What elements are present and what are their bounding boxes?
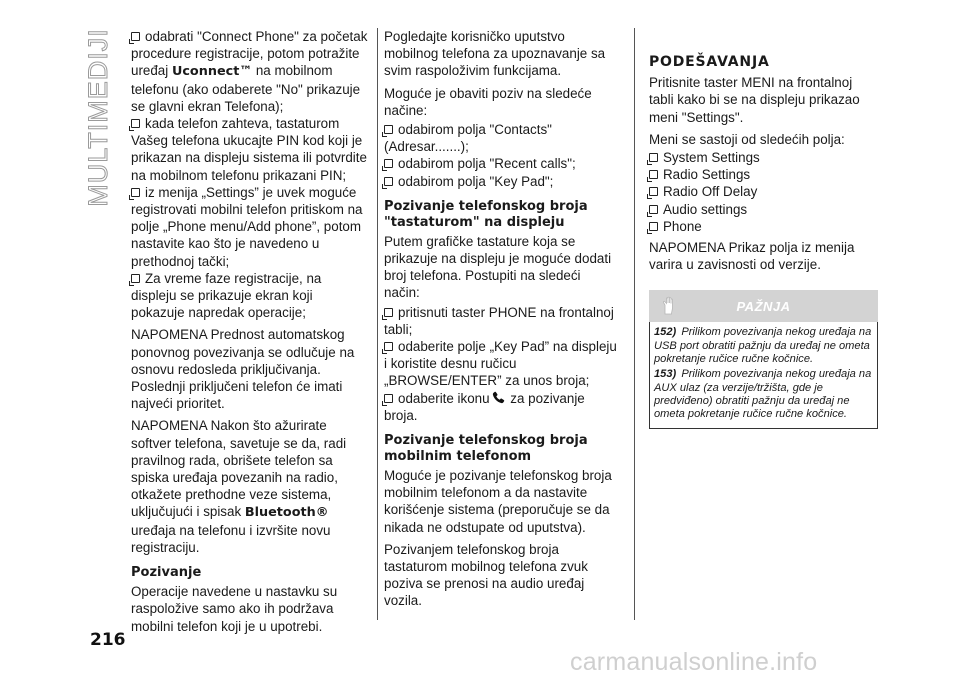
- list-item: System Settings: [649, 149, 878, 166]
- list-item: odabirom polja "Key Pad";: [384, 173, 617, 190]
- body-paragraph: Pozivanjem telefonskog broja tastaturom mobilnog telefona zvuk poziva se prenosi na audio uređaj vozila.: [384, 541, 588, 609]
- list-item: pritisnuti taster PHONE na frontalnoj tabli;: [384, 304, 614, 337]
- list-item: odabrati "Connect Phone" za početak procedure registracije, potom potražite uređaj Uconnect™ na mobilnom telefonu (ako odaberete "No" prikazuje se glavni ekran Telefona);: [131, 29, 368, 114]
- warning-box: [649, 290, 878, 428]
- bullet-icon: [131, 188, 140, 197]
- section-heading: Pozivanje telefonskog broja "tastaturom" na displeju: [384, 198, 588, 230]
- warning-title: PAŽNJA: [736, 298, 791, 314]
- bullet-icon: [649, 153, 658, 162]
- bullet-icon: [131, 274, 140, 283]
- bullet-icon: [649, 222, 658, 231]
- body-paragraph: Operacije navedene u nastavku su raspoložive samo ako ih podržava mobilni telefon koji je u upotrebi.: [131, 584, 338, 634]
- body-paragraph: Moguće je pozivanje telefonskog broja mobilnim telefonom a da nastavite korišćenje sistema (preporučuje se da nikada ne odstupate od uputstva).: [384, 468, 612, 535]
- list-item: Radio Settings: [649, 166, 878, 183]
- list-item: Phone: [649, 218, 878, 235]
- body-paragraph: Pritisnite taster MENI na frontalnoj tabli kako bi se na displeju prikazao meni "Settings".: [649, 75, 860, 125]
- list-item: Audio settings: [649, 201, 878, 218]
- bullet-icon: [131, 32, 140, 41]
- list-item: Radio Off Delay: [649, 183, 878, 200]
- phone-icon: [492, 391, 505, 404]
- body-paragraph: Pogledajte korisničko uputstvo mobilnog telefona za upoznavanje sa svim raspoloživim funkcijama.: [384, 29, 606, 79]
- list-item: kada telefon zahteva, tastaturom Vašeg telefona ukucajte PIN kod koji je prikazan na displeju sistema ili potvrdite na mobilnom telefonu prikazani PIN;: [131, 116, 367, 183]
- warning-item: 152) Prilikom povezivanja nekog uređaja na USB port obratiti pažnju da uređaj ne ometa pokretanje ručice ručne kočnice.: [654, 326, 872, 366]
- column-divider: [377, 28, 378, 620]
- column-3: [649, 28, 878, 429]
- section-heading: Pozivanje telefonskog broja mobilnim telefonom: [384, 433, 588, 465]
- column-1: [131, 28, 368, 640]
- section-side-title-text: MULTIMEDIJI: [82, 27, 113, 207]
- column-divider: [634, 28, 635, 620]
- uconnect-label: Uconnect™: [171, 64, 253, 80]
- list-item: odabirom polja "Contacts" (Adresar.......);: [384, 122, 552, 155]
- bullet-icon: [131, 119, 140, 128]
- section-heading: PODEŠAVANJA: [649, 54, 770, 70]
- bullet-icon: [649, 205, 658, 214]
- body-paragraph: Putem grafičke tastature koja se prikazuje na displeju je moguće dodati broj telefona. Postupiti na sledeći način:: [384, 233, 612, 301]
- note-paragraph: NAPOMENA Prikaz polja iz menija varira u zavisnosti od verzije.: [649, 240, 855, 273]
- column-2: [384, 28, 617, 615]
- list-item: iz menija „Settings” je uvek moguće registrovati mobilni telefon pritiskom na polje „Phone menu/Add phone”, potom nastavite kao što je navedeno u prethodnoj tački;: [131, 184, 363, 269]
- section-side-title: [76, 27, 120, 207]
- body-paragraph: Moguće je obaviti poziv na sledeće načine:: [384, 85, 592, 118]
- warning-item: 153) Prilikom povezivanja nekog uređaja na AUX ulaz (za verzije/tržišta, gde je predviđeno) obratiti pažnju da uređaj ne ometa pokretanje ručice ručne kočnice.: [654, 368, 872, 421]
- bullet-icon: [384, 342, 393, 351]
- note-paragraph: NAPOMENA Nakon što ažurirate softver telefona, savetuje se da, radi pravilnog rada, obrišete telefon sa spiska uređaja povezanih na radio, otkažete prethodne veze sistema, uključujući i spisak Bluetooth® uređaja na telefonu i izvršite novu registraciju.: [131, 418, 347, 555]
- note-paragraph: NAPOMENA Prednost automatskog ponovnog povezivanja se odlučuje na osnovu redosleda priključivanja. Poslednji priključeni telefon će imati najveći prioritet.: [131, 327, 355, 412]
- list-item: odabirom polja "Recent calls";: [384, 155, 617, 172]
- list-item: odaberite ikonu za pozivanje broja.: [384, 390, 585, 423]
- bullet-icon: [384, 308, 393, 317]
- list-item: odaberite polje „Key Pad” na displeju i koristite desnu ručicu „BROWSE/ENTER” za unos broja;: [384, 339, 617, 389]
- bullet-icon: [384, 394, 393, 403]
- bullet-icon: [649, 170, 658, 179]
- bullet-icon: [649, 187, 658, 196]
- page-number: 216: [90, 630, 126, 650]
- bullet-icon: [384, 125, 393, 134]
- warning-body: [649, 322, 878, 428]
- body-paragraph: Meni se sastoji od sledećih polja:: [649, 131, 845, 147]
- warning-hand-icon: [659, 296, 679, 316]
- bullet-icon: [384, 159, 393, 168]
- section-heading: Pozivanje: [131, 565, 202, 581]
- bullet-icon: [384, 177, 393, 186]
- bluetooth-label: Bluetooth®: [244, 505, 329, 521]
- warning-header: [649, 290, 878, 322]
- list-item: Za vreme faze registracije, na displeju se prikazuje ekran koji pokazuje napredak operacije;: [131, 270, 322, 321]
- watermark: carmanualsonline.info: [570, 648, 818, 676]
